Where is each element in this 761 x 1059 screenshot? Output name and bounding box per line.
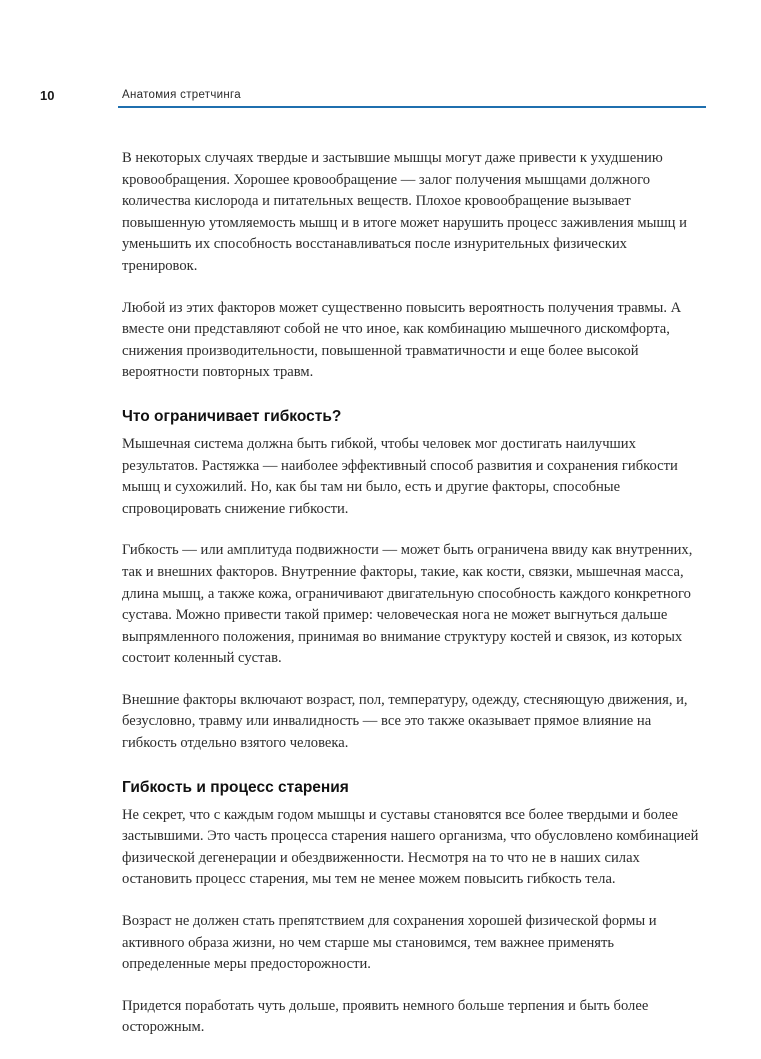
- header-rule: [118, 106, 706, 108]
- page-body: [122, 148, 704, 1059]
- paragraph-age-precautions: Возраст не должен стать препятствием для сохранения хорошей физической формы и активного образа жизни, но чем старше мы становимся, тем важнее применять определенные меры предосторожности.: [122, 913, 657, 973]
- paragraph-aging-process: Не секрет, что с каждым годом мышцы и суставы становятся все более твердыми и более застывшими. Это часть процесса старения нашего организма, что обусловлено комбинацией физической дегенерации и обездвиженности. Несмотря на то что не в наших силах остановить процесс старения, мы тем не менее можем повысить гибкость тела.: [122, 806, 699, 888]
- page-number: 10: [40, 88, 55, 103]
- paragraph-internal-factors: Гибкость — или амплитуда подвижности — может быть ограничена ввиду как внутренних, так и внешних факторов. Внутренние факторы, такие, как кости, связки, мышечная масса, длина мышц, а также кожа, ограничивают двигательную способность каждого конкретного сустава. Можно привести такой пример: человеческая нога не может выгнуться дальше выпрямленного положения, принимая во внимание структуру костей и связок, из которых состоит коленный сустав.: [122, 542, 693, 667]
- running-title: Анатомия стретчинга: [122, 89, 241, 101]
- paragraph-patience: Придется поработать чуть дольше, проявить немного больше терпения и быть более осторожным.: [122, 997, 649, 1036]
- heading-aging: Гибкость и процесс старения: [122, 778, 349, 796]
- paragraph-muscle-system: Мышечная система должна быть гибкой, чтобы человек мог достигать наилучших результатов. Растяжка — наиболее эффективный способ развития и сохранения гибкости мышц и сухожилий. Но, как бы там ни было, есть и другие факторы, способные спровоцировать снижение гибкости.: [122, 435, 678, 517]
- paragraph-circulation: В некоторых случаях твердые и застывшие мышцы могут даже привести к ухудшению кровообращения. Хорошее кровообращение — залог получения мышцами должного количества кислорода и питательных веществ. Плохое кровообращение вызывает повышенную утомляемость мышц и в итоге может нарушить процесс заживления мышц и уменьшить их способность восстанавливаться после изнурительных физических тренировок.: [122, 150, 687, 274]
- paragraph-external-factors: Внешние факторы включают возраст, пол, температуру, одежду, стесняющую движения, и, безусловно, травму или инвалидность — все это также оказывает прямое влияние на гибкость отдельно взятого человека.: [122, 691, 688, 752]
- paragraph-injury-risk: Любой из этих факторов может существенно повысить вероятность получения травмы. А вместе они представляют собой не что иное, как комбинацию мышечного дискомфорта, снижения производительности, повышенной травматичности и еще более высокой вероятности повторных травм.: [122, 299, 682, 381]
- heading-flexibility-limits: Что ограничивает гибкость?: [122, 407, 342, 425]
- page-header: [0, 84, 761, 114]
